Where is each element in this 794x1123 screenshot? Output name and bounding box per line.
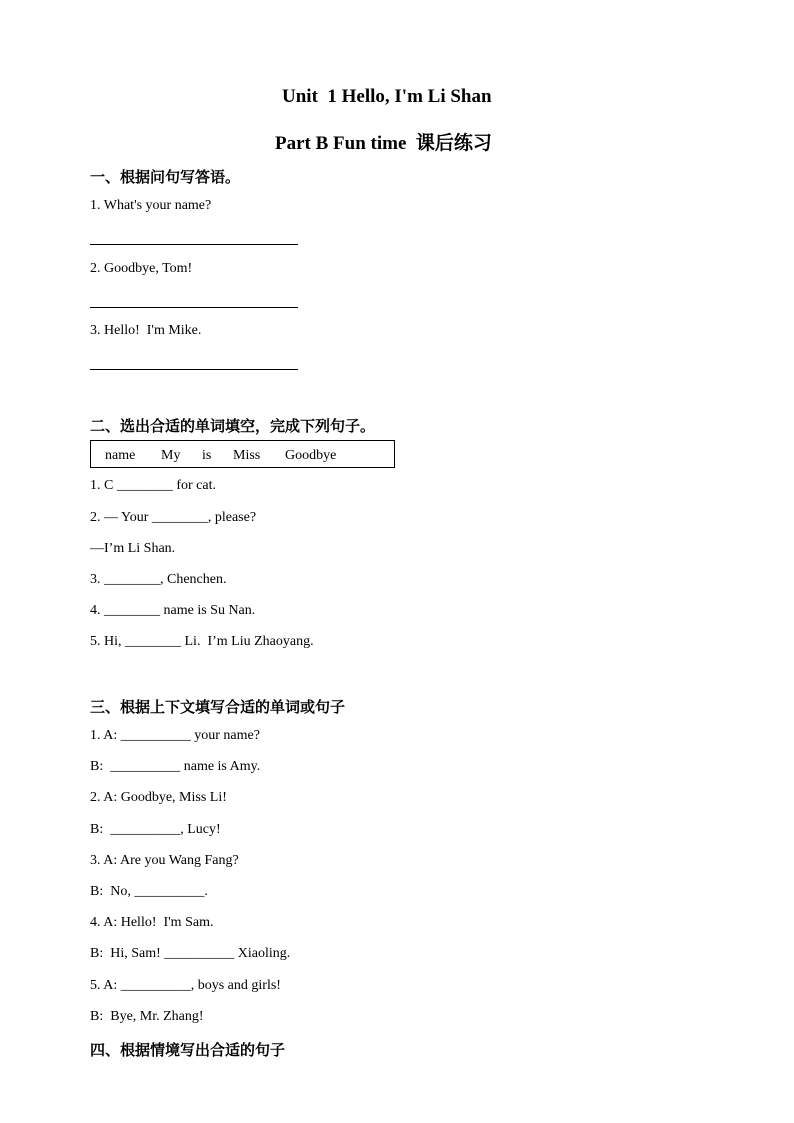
- s1-answer-line-1[interactable]: [90, 244, 298, 245]
- s3-dialog-line: 4. A: Hello! I'm Sam.: [90, 915, 214, 930]
- word-bank-word: Goodbye: [285, 448, 337, 463]
- s3-dialog-line: B: No, __________.: [90, 884, 208, 899]
- s1-question-3: 3. Hello! I'm Mike.: [90, 323, 202, 338]
- section-4-heading: 四、根据情境写出合适的句子: [90, 1043, 286, 1059]
- s3-dialog-line: 3. A: Are you Wang Fang?: [90, 853, 239, 868]
- s1-answer-line-3[interactable]: [90, 369, 298, 370]
- s3-dialog-line: 5. A: __________, boys and girls!: [90, 978, 281, 993]
- s2-sentence-3: 3. ________, Chenchen.: [90, 572, 227, 587]
- word-bank-box: [90, 440, 395, 468]
- word-bank-word: My: [161, 448, 181, 463]
- word-bank-word: name: [105, 448, 136, 463]
- s3-dialog-line: B: __________ name is Amy.: [90, 759, 261, 774]
- s3-dialog-line: 1. A: __________ your name?: [90, 728, 260, 743]
- s1-answer-line-2[interactable]: [90, 307, 298, 308]
- word-bank-word: is: [202, 448, 212, 463]
- s3-dialog-line: B: Bye, Mr. Zhang!: [90, 1009, 204, 1024]
- s3-dialog-line: 2. A: Goodbye, Miss Li!: [90, 790, 227, 805]
- s3-dialog-line: B: Hi, Sam! __________ Xiaoling.: [90, 946, 291, 961]
- page-title: Unit 1 Hello, I'm Li Shan: [282, 86, 492, 107]
- s1-question-1: 1. What's your name?: [90, 198, 212, 213]
- s3-dialog-line: B: __________, Lucy!: [90, 822, 221, 837]
- section-3-heading: 三、根据上下文填写合适的单词或句子: [90, 700, 346, 716]
- page-subtitle: Part B Fun time 课后练习: [275, 133, 492, 154]
- s2-sentence-2-reply: —I’m Li Shan.: [90, 541, 176, 556]
- s2-sentence-2: 2. — Your ________, please?: [90, 510, 257, 525]
- section-1-heading: 一、根据问句写答语。: [90, 170, 241, 186]
- s2-sentence-5: 5. Hi, ________ Li. I’m Liu Zhaoyang.: [90, 634, 314, 649]
- s2-sentence-4: 4. ________ name is Su Nan.: [90, 603, 256, 618]
- word-bank-word: Miss: [233, 448, 261, 463]
- s2-sentence-1: 1. C ________ for cat.: [90, 478, 216, 493]
- s1-question-2: 2. Goodbye, Tom!: [90, 261, 193, 276]
- section-2-heading: 二、选出合适的单词填空，完成下列句子。: [90, 419, 376, 435]
